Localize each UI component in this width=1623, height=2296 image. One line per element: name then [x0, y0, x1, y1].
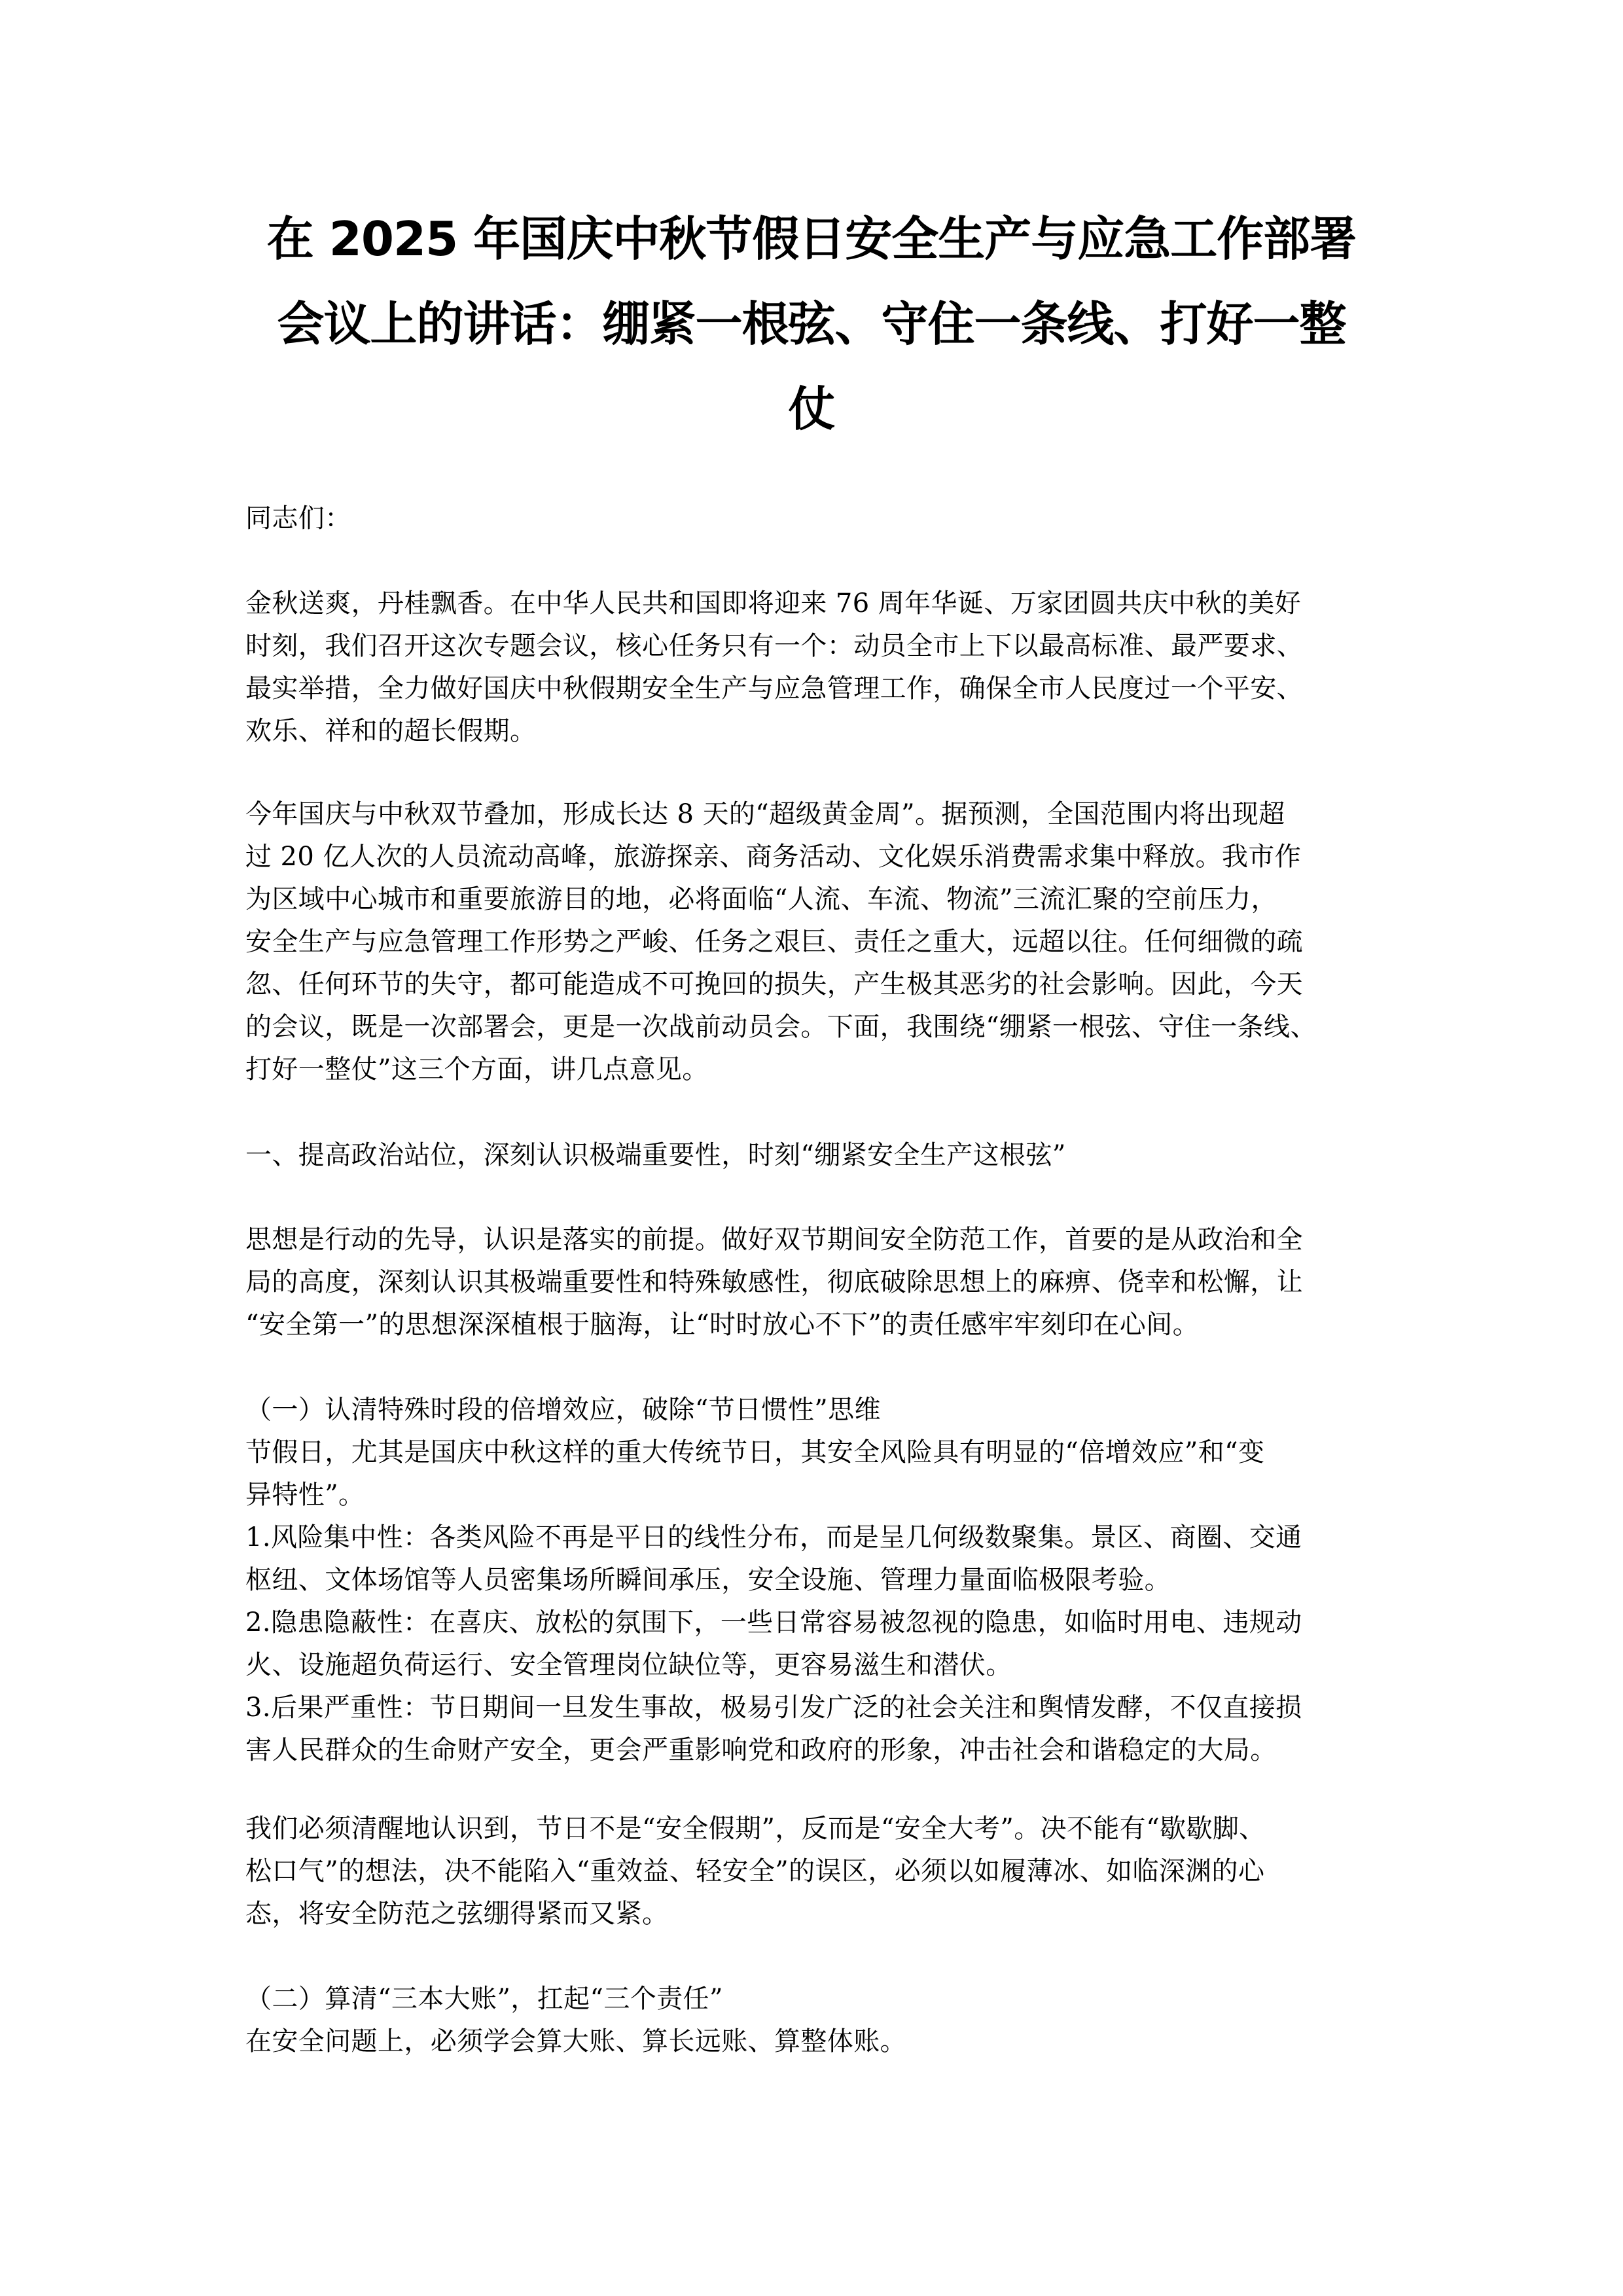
title-line: 在 2025 年国庆中秋节假日安全生产与应急工作部署 — [266, 211, 1357, 266]
document-title — [196, 196, 1427, 452]
text-line: 态，将安全防范之弦绷得紧而又紧。 — [245, 1899, 669, 1929]
paragraph-intro — [245, 583, 1397, 753]
list-item: 1.风险集中性：各类风险不再是平日的线性分布，而是呈几何级数聚集。景区、商圈、交通 — [245, 1522, 1302, 1552]
text-line: 忽、任何环节的失守，都可能造成不可挽回的损失，产生极其恶劣的社会影响。因此，今天 — [245, 969, 1303, 999]
text-line: 安全生产与应急管理工作形势之严峻、任务之艰巨、责任之重大，远超以往。任何细微的疏 — [245, 927, 1303, 957]
text-line: 最实举措，全力做好国庆中秋假期安全生产与应急管理工作，确保全市人民度过一个平安、 — [245, 673, 1303, 704]
text-line: 欢乐、祥和的超长假期。 — [245, 716, 537, 746]
section-heading-1 — [245, 1134, 1397, 1177]
text-line: 害人民群众的生命财产安全，更会严重影响党和政府的形象，冲击社会和谐稳定的大局。 — [245, 1735, 1277, 1765]
subheading-text: （二）算清“三本大账”，扛起“三个责任” — [245, 1984, 723, 2014]
list-item: 3.后果严重性：节日期间一旦发生事故，极易引发广泛的社会关注和舆情发酵，不仅直接损 — [245, 1693, 1302, 1723]
text-line: 局的高度，深刻认识其极端重要性和特殊敏感性，彻底破除思想上的麻痹、侥幸和松懈，让 — [245, 1267, 1303, 1297]
text-line: 思想是行动的先导，认识是落实的前提。做好双节期间安全防范工作，首要的是从政治和全 — [245, 1225, 1303, 1255]
text-line: 过 20 亿人次的人员流动高峰，旅游探亲、商务活动、文化娱乐消费需求集中释放。我市作 — [245, 842, 1302, 872]
subsection-2 — [245, 1978, 1397, 2063]
text-line: 在安全问题上，必须学会算大账、算长远账、算整体账。 — [245, 2026, 906, 2056]
subsection-1 — [245, 1389, 1397, 1772]
text-line: 松口气”的想法，决不能陷入“重效益、轻安全”的误区，必须以如履薄冰、如临深渊的心 — [245, 1856, 1265, 1886]
list-item: 2.隐患隐蔽性：在喜庆、放松的氛围下，一些日常容易被忽视的隐患，如临时用电、违规动 — [245, 1607, 1302, 1638]
text-line: 枢纽、文体场馆等人员密集场所瞬间承压，安全设施、管理力量面临极限考验。 — [245, 1565, 1171, 1595]
text-line: 时刻，我们召开这次专题会议，核心任务只有一个：动员全市上下以最高标准、最严要求、 — [245, 631, 1303, 661]
title-line: 会议上的讲话：绷紧一根弦、守住一条线、打好一整 — [277, 296, 1346, 351]
paragraph-warning — [245, 1808, 1397, 1935]
text-line: 金秋送爽，丹桂飘香。在中华人民共和国即将迎来 76 周年华诞、万家团圆共庆中秋的美好 — [245, 588, 1302, 619]
heading-text: 一、提高政治站位，深刻认识极端重要性，时刻“绷紧安全生产这根弦” — [245, 1140, 1066, 1170]
text-line: 节假日，尤其是国庆中秋这样的重大传统节日，其安全风险具有明显的“倍增效应”和“变 — [245, 1437, 1265, 1467]
text-line: 的会议，既是一次部署会，更是一次战前动员会。下面，我围绕“绷紧一根弦、守住一条线、 — [245, 1012, 1317, 1042]
text-line: 打好一整仗”这三个方面，讲几点意见。 — [245, 1054, 709, 1085]
subheading-text: （一）认清特殊时段的倍增效应，破除“节日惯性”思维 — [245, 1395, 881, 1425]
title-line: 仗 — [788, 382, 835, 437]
greeting — [245, 497, 1397, 540]
text-line: 为区域中心城市和重要旅游目的地，必将面临“人流、车流、物流”三流汇聚的空前压力， — [245, 884, 1277, 914]
greeting-text: 同志们： — [245, 503, 351, 533]
text-line: 今年国庆与中秋双节叠加，形成长达 8 天的“超级黄金周”。据预测，全国范围内将出现超 — [245, 799, 1285, 829]
text-line: “安全第一”的思想深深植根于脑海，让“时时放心不下”的责任感牢牢刻印在心间。 — [245, 1310, 1199, 1340]
text-line: 我们必须清醒地认识到，节日不是“安全假期”，反而是“安全大考”。决不能有“歇歇脚、 — [245, 1814, 1266, 1844]
text-line: 异特性”。 — [245, 1480, 365, 1510]
paragraph-awareness — [245, 1219, 1397, 1346]
text-line: 火、设施超负荷运行、安全管理岗位缺位等，更容易滋生和潜伏。 — [245, 1650, 1012, 1680]
paragraph-situation — [245, 793, 1397, 1091]
